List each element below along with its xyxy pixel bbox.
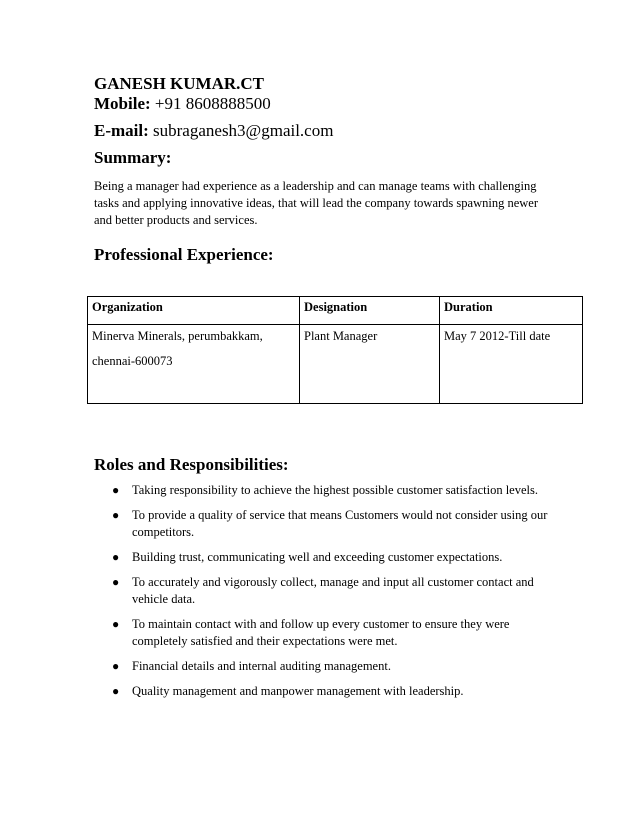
list-item-text: To provide a quality of service that means Customers would not consider using our competitors.: [132, 508, 548, 539]
experience-heading: Professional Experience:: [94, 245, 274, 264]
bullet-icon: ●: [112, 483, 120, 497]
table-row: [88, 325, 583, 404]
organization-line-1: Minerva Minerals, perumbakkam,: [92, 329, 263, 343]
email-label: E-mail:: [94, 121, 149, 140]
organization-cell: [88, 325, 300, 404]
experience-table: [87, 296, 583, 404]
list-item-text: Taking responsibility to achieve the highest possible customer satisfaction levels.: [132, 483, 538, 497]
designation-cell: Plant Manager: [300, 325, 440, 404]
roles-list: [94, 482, 554, 708]
bullet-icon: ●: [112, 617, 120, 631]
summary-text: Being a manager had experience as a leadership and can manage teams with challenging tasks and applying innovative ideas, that will lead the company towards spawning newer and better products and services.: [94, 179, 538, 227]
list-item-text: Quality management and manpower management with leadership.: [132, 684, 464, 698]
email-value: subraganesh3@gmail.com: [153, 121, 334, 140]
column-header-duration: Duration: [440, 297, 583, 325]
bullet-icon: ●: [112, 684, 120, 698]
email-line: [94, 121, 333, 141]
column-header-organization: Organization: [88, 297, 300, 325]
bullet-icon: ●: [112, 550, 120, 564]
column-header-designation: Designation: [300, 297, 440, 325]
list-item-text: Financial details and internal auditing management.: [132, 659, 391, 673]
roles-heading: Roles and Responsibilities:: [94, 455, 289, 474]
candidate-name: GANESH KUMAR.CT: [94, 74, 265, 93]
duration-cell: May 7 2012-Till date: [440, 325, 583, 404]
list-item: [94, 574, 554, 608]
summary-heading: Summary:: [94, 148, 172, 167]
list-item-text: Building trust, communicating well and exceeding customer expectations.: [132, 550, 503, 564]
list-item-text: To maintain contact with and follow up every customer to ensure they were completely satisfied and their expectations were met.: [132, 617, 510, 648]
mobile-label: Mobile:: [94, 94, 151, 113]
bullet-icon: ●: [112, 575, 120, 589]
list-item: [94, 658, 554, 675]
bullet-icon: ●: [112, 659, 120, 673]
list-item: [94, 616, 554, 650]
mobile-value: +91 8608888500: [154, 94, 271, 113]
list-item: [94, 683, 554, 700]
table-header-row: [88, 297, 583, 325]
list-item-text: To accurately and vigorously collect, manage and input all customer contact and vehicle data.: [132, 575, 534, 606]
bullet-icon: ●: [112, 508, 120, 522]
mobile-line: [94, 94, 271, 114]
list-item: [94, 507, 554, 541]
list-item: [94, 482, 554, 499]
organization-line-2: chennai-600073: [92, 354, 173, 368]
list-item: [94, 549, 554, 566]
